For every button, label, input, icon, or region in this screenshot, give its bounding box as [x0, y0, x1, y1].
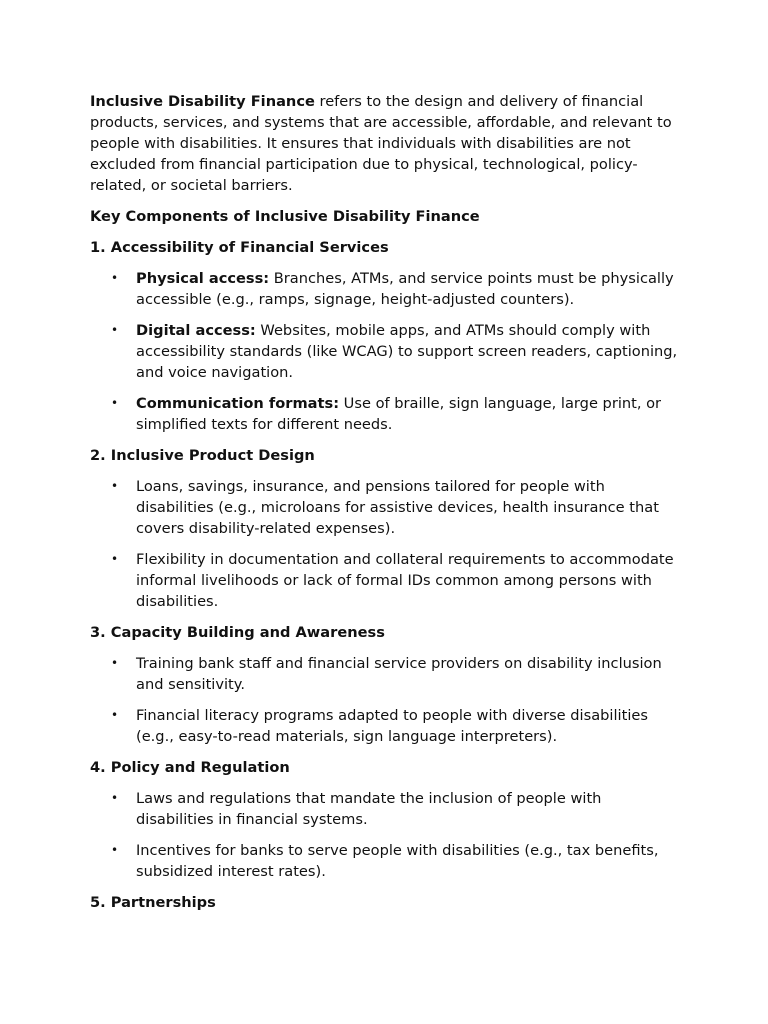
section-heading: 3. Capacity Building and Awareness — [90, 624, 385, 641]
list-item — [90, 549, 682, 612]
bullet-text: Use of braille, sign language, large print, or simplified texts for different needs. — [136, 395, 662, 433]
bullet-label: Digital access: — [136, 322, 256, 339]
intro-text: refers to the design and delivery of financial products, services, and systems that are accessible, affordable, and relevant to people with disabilities. It ensures that individuals with disabilities are not excluded from financial participation due to physical, technological, policy-related, or societal barriers. — [90, 93, 672, 194]
bullet-text: Training bank staff and financial service providers on disability inclusion and sensitivity. — [136, 655, 662, 693]
bullet-icon: • — [111, 791, 119, 805]
bullet-icon: • — [111, 396, 119, 410]
bullet-label: Communication formats: — [136, 395, 340, 412]
list-item — [90, 788, 682, 830]
bullet-text: Branches, ATMs, and service points must be physically accessible (e.g., ramps, signage, height-adjusted counters). — [136, 270, 674, 308]
list-item — [90, 320, 682, 383]
intro-paragraph — [90, 91, 682, 196]
bullet-icon: • — [111, 323, 119, 337]
list-item — [90, 268, 682, 310]
bullet-icon: • — [111, 552, 119, 566]
bullet-icon: • — [111, 708, 119, 722]
section-heading: 1. Accessibility of Financial Services — [90, 239, 389, 256]
section-heading: 2. Inclusive Product Design — [90, 447, 315, 464]
document-page — [90, 91, 682, 923]
bullet-text: Loans, savings, insurance, and pensions tailored for people with disabilities (e.g., microloans for assistive devices, health insurance that covers disability-related expenses). — [136, 478, 659, 537]
bullet-icon: • — [111, 656, 119, 670]
bullet-icon: • — [111, 843, 119, 857]
list-item — [90, 840, 682, 882]
bullet-text: Laws and regulations that mandate the inclusion of people with disabilities in financial systems. — [136, 790, 602, 828]
list-item — [90, 393, 682, 435]
section-bullet-list — [90, 788, 682, 882]
bullet-icon: • — [111, 271, 119, 285]
bullet-text: Flexibility in documentation and collateral requirements to accommodate informal livelihoods or lack of formal IDs common among persons with disabilities. — [136, 551, 674, 610]
bullet-text: Incentives for banks to serve people with disabilities (e.g., tax benefits, subsidized interest rates). — [136, 842, 659, 880]
section-bullet-list — [90, 268, 682, 435]
bullet-icon: • — [111, 479, 119, 493]
list-item — [90, 476, 682, 539]
key-components-heading: Key Components of Inclusive Disability Finance — [90, 208, 480, 225]
bullet-label: Physical access: — [136, 270, 270, 287]
list-item — [90, 653, 682, 695]
section-heading: 5. Partnerships — [90, 894, 216, 911]
list-item — [90, 705, 682, 747]
section-bullet-list — [90, 476, 682, 612]
intro-term: Inclusive Disability Finance — [90, 93, 315, 110]
bullet-text: Websites, mobile apps, and ATMs should comply with accessibility standards (like WCAG) to support screen readers, captioning, and voice navigation. — [136, 322, 678, 381]
bullet-text: Financial literacy programs adapted to people with diverse disabilities (e.g., easy-to-read materials, sign language interpreters). — [136, 707, 648, 745]
section-heading: 4. Policy and Regulation — [90, 759, 290, 776]
section-bullet-list — [90, 653, 682, 747]
